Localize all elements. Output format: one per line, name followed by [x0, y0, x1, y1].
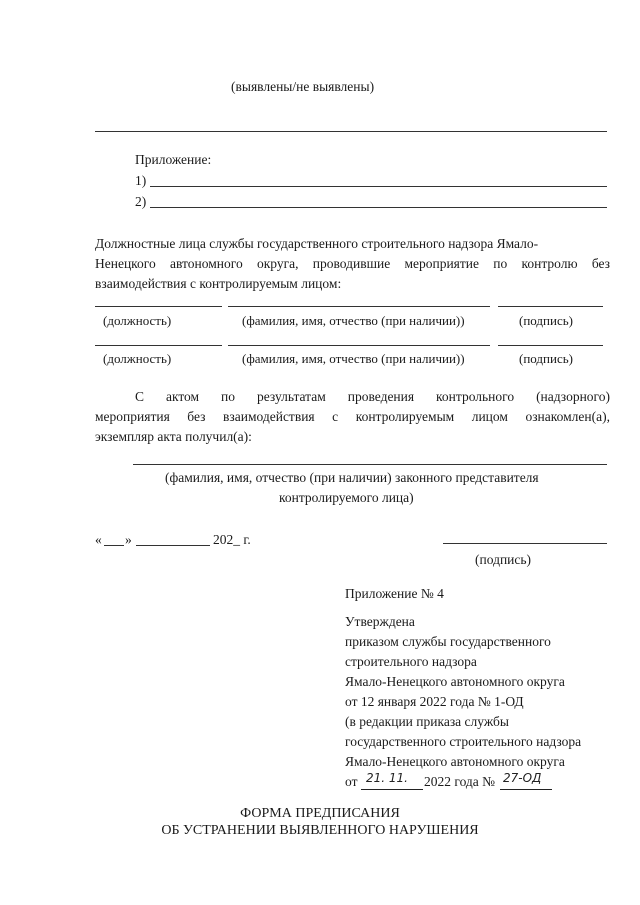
appendix-line-1: приказом службы государственного	[345, 634, 551, 649]
position-line	[95, 306, 222, 307]
acquaintance-line-3: экземпляр акта получил(а):	[95, 429, 252, 444]
form-title-line-2: ОБ УСТРАНЕНИИ ВЫЯВЛЕННОГО НАРУШЕНИЯ	[161, 823, 479, 838]
signature-caption: (подпись)	[475, 552, 532, 567]
name-caption: (фамилия, имя, отчество (при наличии))	[242, 313, 465, 328]
acquaintance-line-2: мероприятия без взаимодействия с контролируемым лицом ознакомлен(а),	[95, 409, 610, 424]
month-line	[136, 545, 210, 546]
attachment-item-1-label: 1)	[135, 173, 147, 188]
representative-caption-1: (фамилия, имя, отчество (при наличии) законного представителя	[165, 470, 539, 485]
acquaintance-line-1: С актом по результатам проведения контрольного (надзорного)	[135, 389, 610, 404]
appendix-line-8-mid: 2022 года №	[424, 774, 496, 789]
signature-line	[498, 306, 603, 307]
appendix-line-5: (в редакции приказа службы	[345, 714, 509, 729]
attachment-item-2-label: 2)	[135, 194, 147, 209]
blank-line	[95, 131, 607, 132]
position-line	[95, 345, 222, 346]
appendix-line-6: государственного строительного надзора	[345, 734, 582, 749]
handwritten-number: 27-ОД	[503, 771, 542, 785]
date-year: 202_ г.	[213, 532, 251, 547]
signature-line	[498, 345, 603, 346]
name-line	[228, 345, 490, 346]
name-line	[228, 306, 490, 307]
handwritten-date: 21. 11.	[366, 771, 408, 785]
signature-line	[443, 543, 607, 544]
date-close-quote: »	[125, 532, 132, 547]
officials-line-1: Должностные лица службы государственного строительного надзора Ямало-	[95, 236, 539, 251]
signature-caption: (подпись)	[519, 351, 573, 366]
detected-label: (выявлены/не выявлены)	[231, 79, 375, 94]
date-open-quote: «	[95, 532, 102, 547]
officials-line-2: Ненецкого автономного округа, проводившие мероприятие по контролю без	[95, 256, 610, 271]
signature-caption: (подпись)	[519, 313, 573, 328]
officials-line-3: взаимодействия с контролируемым лицом:	[95, 276, 342, 291]
appendix-line-4: от 12 января 2022 года № 1-ОД	[345, 694, 524, 709]
attachment-item-2-line	[150, 207, 607, 208]
appendix-line-8-prefix: от	[345, 774, 358, 789]
handwritten-date-underline	[361, 789, 423, 790]
representative-line	[133, 464, 607, 465]
attachments-heading: Приложение:	[135, 152, 212, 167]
appendix-approved: Утверждена	[345, 614, 415, 629]
attachment-item-1-line	[150, 186, 607, 187]
form-title-line-1: ФОРМА ПРЕДПИСАНИЯ	[240, 806, 400, 821]
position-caption: (должность)	[103, 351, 172, 366]
appendix-line-7: Ямало-Ненецкого автономного округа	[345, 754, 565, 769]
name-caption: (фамилия, имя, отчество (при наличии))	[242, 351, 465, 366]
appendix-line-2: строительного надзора	[345, 654, 477, 669]
appendix-line-3: Ямало-Ненецкого автономного округа	[345, 674, 565, 689]
handwritten-number-underline	[500, 789, 552, 790]
representative-caption-2: контролируемого лица)	[279, 490, 414, 505]
position-caption: (должность)	[103, 313, 172, 328]
appendix-title: Приложение № 4	[345, 586, 444, 601]
day-line	[104, 545, 124, 546]
